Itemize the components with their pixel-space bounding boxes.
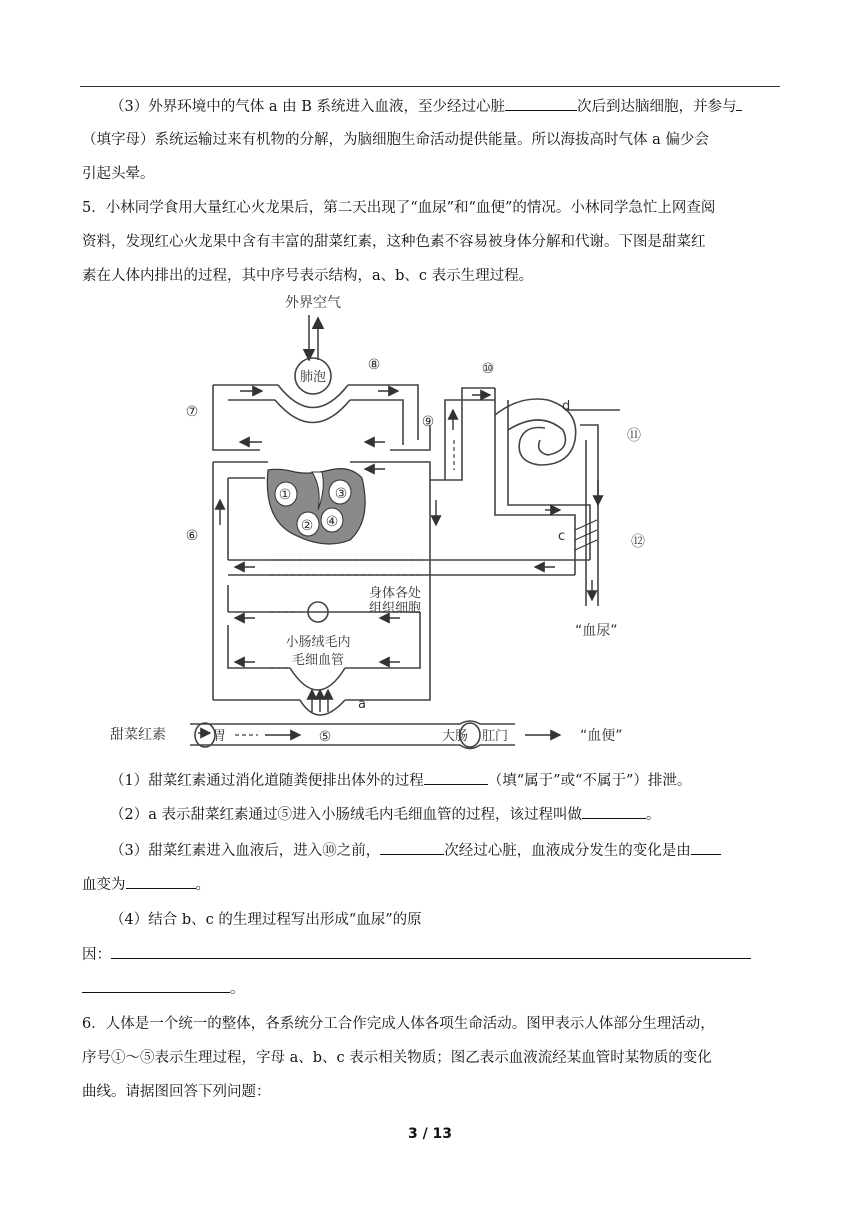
label-anus: 肛门 [482, 729, 509, 744]
prev-q3-text-b: 次后到达脑细胞，并参与 [576, 99, 737, 115]
answer-blank[interactable] [582, 804, 646, 819]
label-alveoli: 肺泡 [299, 370, 327, 385]
label-n10: ⑩ [481, 361, 495, 377]
q5-line1: 5．小林同学食用大量红心火龙果后，第二天出现了“血尿”和“血便”的情况。小林同学急忙上网查阅 [82, 200, 716, 216]
label-n1: ① [278, 487, 292, 503]
sub-q1-text-a: （1）甜菜红素通过消化道随粪便排出体外的过程 [110, 773, 424, 789]
label-n9: ⑨ [421, 414, 435, 430]
label-n2: ② [300, 518, 314, 534]
label-n7: ⑦ [185, 404, 199, 420]
circulation-diagram [100, 290, 660, 755]
sub-q3-text-c: 血变为 [82, 877, 126, 893]
sub-q4-line1: （4）结合 b、c 的生理过程写出形成“血尿”的原 [110, 912, 422, 928]
label-n11: ⑪ [627, 428, 641, 444]
label-body-cells-1: 身体各处 [368, 586, 422, 601]
label-n8: ⑧ [367, 357, 381, 373]
answer-blank[interactable] [424, 770, 488, 785]
answer-blank[interactable] [505, 96, 577, 111]
q6-line2: 序号①～⑤表示生理过程，字母 a、b、c 表示相关物质；图乙表示血液流经某血管时某物质的变化 [82, 1050, 712, 1066]
label-c: c [558, 529, 566, 544]
label-n4: ④ [325, 514, 339, 530]
prev-q3-line1 [110, 96, 810, 117]
prev-q3-line3: 引起头晕。 [82, 166, 155, 182]
sub-q4-line3 [82, 978, 782, 999]
answer-blank[interactable] [82, 978, 230, 993]
label-stomach: 胃 [213, 729, 227, 744]
sub-q2-text-b: 。 [645, 807, 661, 823]
label-outside-air: 外界空气 [285, 295, 341, 311]
label-beet: 甜菜红素 [110, 727, 166, 743]
answer-blank[interactable] [736, 96, 742, 111]
sub-q4-text-c: 。 [230, 981, 245, 997]
sub-q1 [110, 770, 810, 791]
prev-q3-line2: （填字母）系统运输过来有机物的分解，为脑细胞生命活动提供能量。所以海拔高时气体 a 偏少会 [82, 132, 709, 148]
label-n12: ⑫ [631, 534, 645, 550]
answer-blank[interactable] [691, 840, 721, 855]
label-villi-1: 小肠绒毛内 [285, 635, 351, 650]
label-villi-2: 毛细血管 [291, 653, 345, 668]
label-large-intestine: 大肠 [442, 729, 469, 744]
sub-q4-text-b: 因： [82, 947, 111, 963]
header-rule [80, 86, 780, 87]
label-d: d [562, 399, 571, 414]
sub-q1-text-b: （填“属于”或“不属于”）排泄。 [487, 773, 692, 789]
sub-q2-text-a: （2）a 表示甜菜红素通过⑤进入小肠绒毛内毛细血管的过程，该过程叫做 [110, 807, 582, 823]
answer-blank[interactable] [380, 840, 444, 855]
sub-q3-text-d: 。 [195, 877, 210, 893]
page-number: 3 / 13 [407, 1126, 453, 1142]
answer-blank[interactable] [126, 874, 196, 889]
sub-q3-text-a: （3）甜菜红素进入血液后，进入⑩之前， [110, 843, 381, 859]
label-a: a [358, 697, 366, 712]
answer-blank[interactable] [111, 944, 751, 959]
q6-line1: 6．人体是一个统一的整体，各系统分工合作完成人体各项生命活动。图甲表示人体部分生理活动， [82, 1016, 715, 1032]
q6-line3: 曲线。请据图回答下列问题： [82, 1084, 271, 1100]
prev-q3-text-a: （3）外界环境中的气体 a 由 B 系统进入血液，至少经过心脏 [110, 99, 505, 115]
label-blood-urine: “血尿” [575, 623, 618, 639]
sub-q3-text-b: 次经过心脏，血液成分发生的变化是由 [444, 843, 691, 859]
label-n3: ③ [334, 486, 348, 502]
label-blood-stool: “血便” [580, 728, 623, 744]
sub-q3-line1 [110, 840, 810, 861]
q5-line2: 资料，发现红心火龙果中含有丰富的甜菜红素，这种色素不容易被身体分解和代谢。下图是甜菜红 [82, 234, 706, 250]
label-body-cells-2: 组织细胞 [368, 601, 422, 616]
q5-line3: 素在人体内排出的过程，其中序号表示结构，a、b、c 表示生理过程。 [82, 268, 534, 284]
sub-q4-line2 [82, 944, 782, 965]
label-n5: ⑤ [318, 729, 332, 745]
sub-q2 [110, 804, 810, 825]
label-n6: ⑥ [185, 528, 199, 544]
sub-q3-line2 [82, 874, 782, 895]
